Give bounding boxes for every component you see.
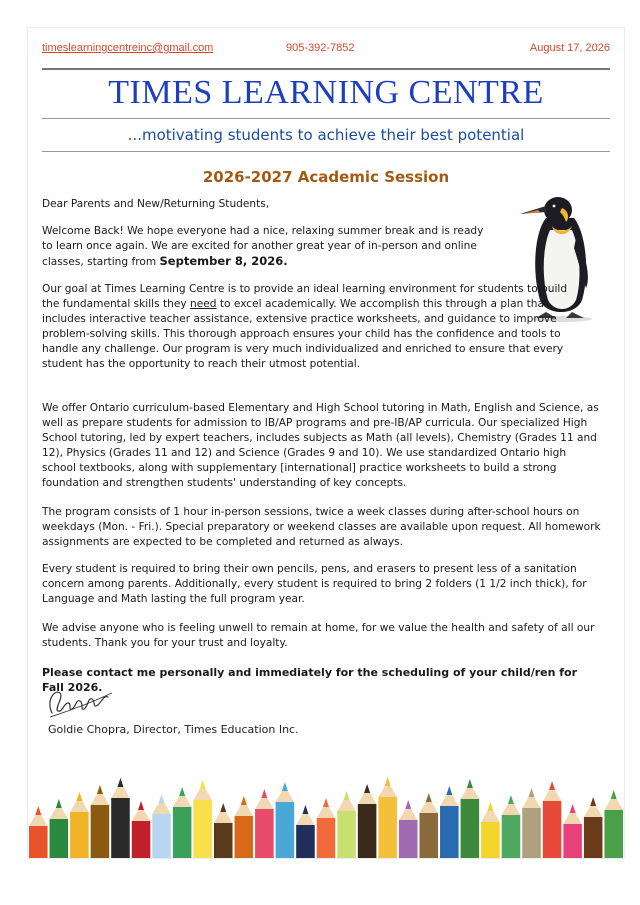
pencil xyxy=(337,791,356,858)
pencil xyxy=(111,778,130,858)
pencil xyxy=(543,781,562,858)
letter-date: August 17, 2026 xyxy=(529,42,610,54)
pencil xyxy=(317,798,336,858)
page-title: TIMES LEARNING CENTRE xyxy=(108,74,544,111)
handwritten-signature xyxy=(42,683,122,721)
tagline-divider xyxy=(42,151,610,152)
pencil xyxy=(296,805,315,858)
email-link[interactable]: timeslearningcentreinc@gmail.com xyxy=(42,42,214,54)
title-divider xyxy=(42,118,610,119)
pencil xyxy=(378,777,397,858)
pencil xyxy=(214,803,233,858)
pencil xyxy=(29,806,48,858)
pencil xyxy=(358,784,377,858)
pencil xyxy=(173,787,192,858)
signer-name: Goldie Chopra, Director, Times Education Inc. xyxy=(48,723,299,736)
letter-page xyxy=(28,28,624,858)
pencil xyxy=(522,788,541,858)
pencil xyxy=(255,789,274,858)
pencil xyxy=(419,793,438,858)
colored-pencils-border xyxy=(28,748,624,858)
pencil xyxy=(70,792,89,858)
curriculum-paragraph: We offer Ontario curriculum-based Elementary and High School tutoring in Math, English and Science, as well as prepare students for admission to IB/AP programs and pre-IB/AP curricula. Our specialized High School tutoring, led by expert teachers, includes subjects as Math (all levels), Chemistry (Grades 11 and 12), Physics (Grades 11 and 12) and Science (Grades 9 and 10). We use standardized Ontario high school textbooks, along with supplementary [international] practice worksheets to build a strong foundation and strengthen students' understanding of key concepts. xyxy=(42,402,599,489)
pencil xyxy=(604,790,623,858)
pencil xyxy=(152,794,171,858)
phone-number: 905-392-7852 xyxy=(286,42,355,54)
contact-request: Please contact me personally and immediately for the scheduling of your child/ren for Fall 2026. xyxy=(42,666,578,694)
contact-bar xyxy=(42,42,610,56)
pencil xyxy=(50,799,69,858)
pencil xyxy=(193,780,212,858)
pencil xyxy=(276,782,295,858)
program-paragraph: The program consists of 1 hour in-person sessions, twice a week classes during after-school hours on weekdays (Mon. - Fri.). Special preparatory or weekend classes are available upon request. All homework assignments are expected to be completed and returned as always. xyxy=(42,506,601,548)
salutation: Dear Parents and New/Returning Students, xyxy=(42,198,270,210)
pencil xyxy=(502,795,521,858)
health-paragraph: We advise anyone who is feeling unwell to remain at home, for we value the health and safety of all our students. Thank you for your trust and loyalty. xyxy=(42,622,595,649)
tagline: ...motivating students to achieve their best potential xyxy=(127,126,525,144)
pencil xyxy=(563,804,582,858)
header-divider xyxy=(42,68,610,70)
start-date: September 8, 2026. xyxy=(159,254,288,268)
pencil xyxy=(481,802,500,858)
pencil xyxy=(399,800,418,858)
session-heading: 2026-2027 Academic Session xyxy=(202,168,450,186)
welcome-paragraph: Welcome Back! We hope everyone had a nice, relaxing summer break and is ready to learn once again. We are excited for another great year of in-person and online classes, starting from September 8, 2026. xyxy=(42,225,484,268)
pencil xyxy=(461,779,480,858)
pencil xyxy=(440,786,459,858)
pencil xyxy=(132,801,151,858)
pencil xyxy=(584,797,603,858)
pencil xyxy=(235,796,254,858)
pencil xyxy=(91,785,110,858)
goal-paragraph: Our goal at Times Learning Centre is to provide an ideal learning environment for students to build the fundamental skills they need to excel academically. We accomplish this through a plan that includes interactive teacher assistance, extensive practice worksheets, and guidance to improve problem-solving skills. This thorough approach ensures your child has the confidence and tools to handle any challenge. Our program is very much individualized and enriched to ensure that every student has the opportunity to reach their utmost potential. xyxy=(42,283,568,370)
supplies-paragraph: Every student is required to bring their own pencils, pens, and erasers to present less of a sanitation concern among parents. Additionally, every student is required to bring 2 folders (1 1/2 inch thick), for Language and Math lasting the full program year. xyxy=(42,563,587,605)
